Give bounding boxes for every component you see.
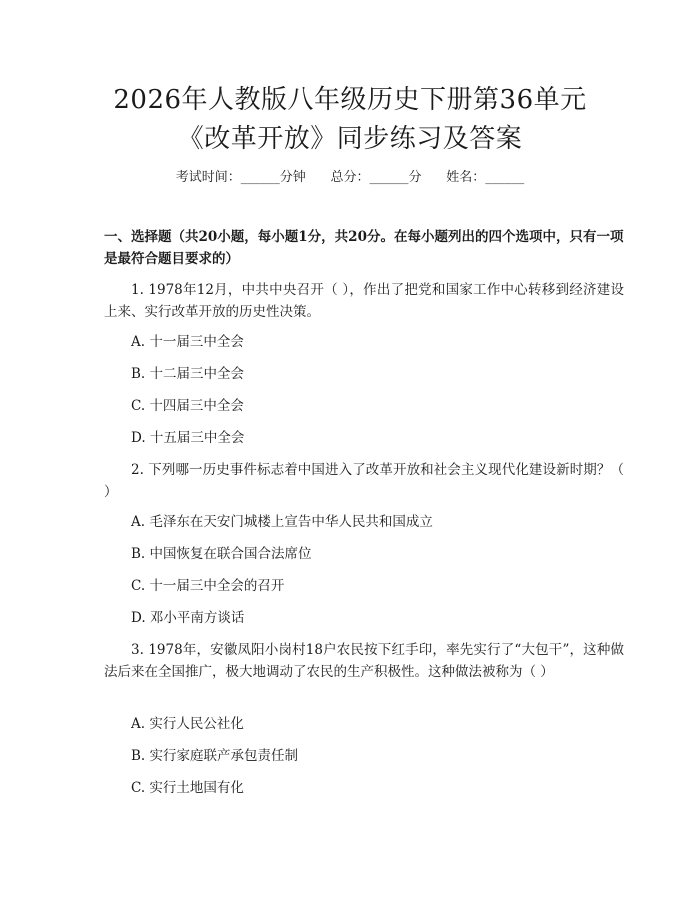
question-1-option-c: C. 十四届三中全会	[131, 398, 244, 414]
document-title-line-2: 《改革开放》同步练习及答案	[177, 124, 523, 154]
question-3-option-b: B. 实行家庭联产承包责任制	[131, 748, 299, 764]
question-1-option-b: B. 十二届三中全会	[131, 366, 245, 382]
question-2-option-d: D. 邓小平南方谈话	[131, 610, 245, 626]
document-title-line-1: 2026年人教版八年级历史下册第36单元	[113, 85, 587, 115]
question-1-option-d: D. 十五届三中全会	[131, 430, 245, 446]
question-2-stem: 2. 下列哪一历史事件标志着中国进入了改革开放和社会主义现代化建设新时期？（ ）	[104, 462, 624, 500]
question-1-stem: 1. 1978年12月，中共中央召开（ ），作出了把党和国家工作中心转移到经济建设上来、实行改革开放的历史性决策。	[104, 282, 624, 320]
question-2-option-a: A. 毛泽东在天安门城楼上宣告中华人民共和国成立	[131, 514, 433, 530]
question-3-option-c: C. 实行土地国有化	[131, 780, 244, 796]
question-1-option-a: A. 十一届三中全会	[131, 334, 244, 350]
exam-info-line: 考试时间：______分钟 总分：______分 姓名：______	[175, 170, 525, 185]
section-heading: 一、选择题（共20小题，每小题1分，共20分。在每小题列出的四个选项中，只有一项是最符合题目要求的）	[104, 229, 624, 267]
question-3-stem: 3. 1978年，安徽凤阳小岗村18户农民按下红手印，率先实行了“大包干”，这种做法后来在全国推广，极大地调动了农民的生产积极性。这种做法被称为（ ）	[104, 642, 624, 680]
question-3-option-a: A. 实行人民公社化	[131, 716, 244, 732]
question-2-option-c: C. 十一届三中全会的召开	[131, 578, 285, 594]
question-2-option-b: B. 中国恢复在联合国合法席位	[131, 546, 312, 562]
